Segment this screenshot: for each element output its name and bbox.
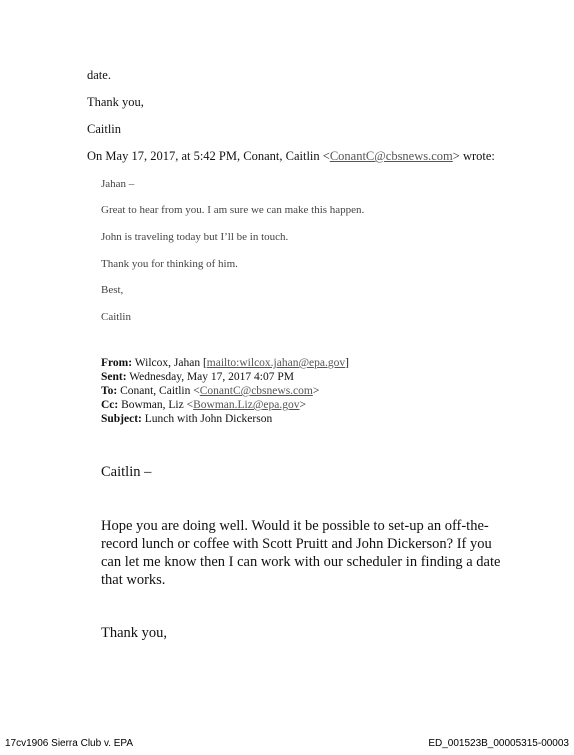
email-paragraph-line: Hope you are doing well. Would it be possible to set-up an off-the- <box>101 518 489 534</box>
email-closing: Thank you, <box>101 625 168 641</box>
cc-line <box>101 398 306 412</box>
email-link[interactable]: ConantC@cbsnews.com <box>329 149 453 163</box>
cc-email-link[interactable]: Bowman.Liz@epa.gov <box>193 399 300 411</box>
to-email-link[interactable]: ConantC@cbsnews.com <box>199 385 313 397</box>
sent-label: Sent: <box>101 371 127 383</box>
subject-value: Lunch with John Dickerson <box>141 413 273 425</box>
to-line <box>101 384 319 398</box>
cc-value: Bowman, Liz < <box>118 399 194 411</box>
subject-line <box>101 412 272 426</box>
from-label: From: <box>101 357 133 369</box>
body-text: date. <box>87 68 111 82</box>
sent-line <box>101 370 294 384</box>
subject-label: Subject: <box>101 413 142 425</box>
reply-line: Thank you for thinking of him. <box>101 258 238 270</box>
reply-line: John is traveling today but I’ll be in touch. <box>101 231 289 243</box>
from-value: Wilcox, Jahan [ <box>132 357 207 369</box>
email-paragraph-line: record lunch or coffee with Scott Pruitt and John Dickerson? If you <box>101 536 492 552</box>
to-value: Conant, Caitlin < <box>117 385 200 397</box>
email-paragraph-line: can let me know then I can work with our scheduler in finding a date <box>101 554 501 570</box>
reply-line: Caitlin <box>101 311 131 323</box>
to-label: To: <box>101 385 118 397</box>
cc-label: Cc: <box>101 399 119 411</box>
closing-text: Thank you, <box>87 95 144 109</box>
from-email-link[interactable]: mailto:wilcox.jahan@epa.gov <box>206 357 346 369</box>
from-line <box>101 356 349 370</box>
from-close: ] <box>345 357 349 369</box>
cc-close: > <box>299 399 306 411</box>
footer-bates-number: ED_001523B_00005315-00003 <box>428 738 569 749</box>
signature-text: Caitlin <box>87 122 122 136</box>
to-close: > <box>312 385 320 397</box>
email-greeting: Caitlin – <box>101 464 152 480</box>
footer-case-label: 17cv1906 Sierra Club v. EPA <box>5 738 134 749</box>
quote-attribution-prefix: On May 17, 2017, at 5:42 PM, Conant, Caitlin < <box>87 149 330 163</box>
quote-attribution <box>87 149 495 164</box>
sent-value: Wednesday, May 17, 2017 4:07 PM <box>126 371 294 383</box>
reply-line: Great to hear from you. I am sure we can make this happen. <box>101 204 365 216</box>
reply-greeting: Jahan – <box>101 178 135 190</box>
quote-attribution-suffix: > wrote: <box>452 149 495 163</box>
email-paragraph-line: that works. <box>101 572 166 588</box>
reply-line: Best, <box>101 284 124 296</box>
